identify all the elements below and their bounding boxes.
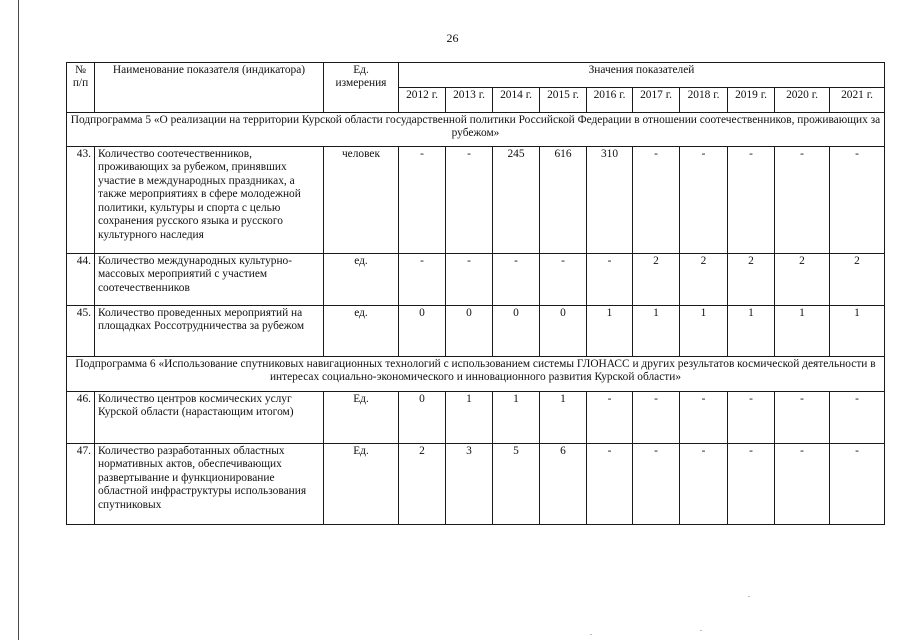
header-number: № п/п [67,63,95,113]
value-cell: - [633,392,680,444]
header-values: Значения показателей [399,63,885,88]
value-cell: 6 [540,444,587,525]
header-year: 2014 г. [493,88,540,113]
value-cell: - [830,392,885,444]
value-cell: 5 [493,444,540,525]
value-cell: 2 [633,254,680,306]
indicator-name: Количество международных культурно-массовых мероприятий с участием соотечественников [95,254,324,306]
value-cell: - [728,444,775,525]
row-number: 46. [67,392,95,444]
table-row [67,444,885,525]
header-year: 2013 г. [446,88,493,113]
indicator-name: Количество проведенных мероприятий на площадках Россотрудничества за рубежом [95,306,324,357]
page-number: 26 [446,31,459,45]
value-cell: - [446,147,493,254]
value-cell: 2 [728,254,775,306]
header-year: 2012 г. [399,88,446,113]
table-row [67,254,885,306]
table-row [67,306,885,357]
value-cell: 1 [633,306,680,357]
value-cell: 310 [587,147,633,254]
header-row [67,63,885,88]
value-cell: 0 [399,392,446,444]
value-cell: - [633,444,680,525]
subprogram-title: Подпрограмма 6 «Использование спутниковых навигационных технологий с использованием системы ГЛОНАСС и других результатов космической деятельности в интересах социально-экономического и инновационного развития Курской области» [67,357,885,392]
value-cell: - [830,147,885,254]
value-cell: - [587,444,633,525]
value-cell: 2 [775,254,830,306]
value-cell: 1 [493,392,540,444]
value-cell: - [680,392,728,444]
row-number: 44. [67,254,95,306]
row-number: 43. [67,147,95,254]
value-cell: 616 [540,147,587,254]
row-number: 45. [67,306,95,357]
value-cell: - [399,254,446,306]
unit-cell: ед. [324,254,399,306]
header-year: 2021 г. [830,88,885,113]
value-cell: 2 [399,444,446,525]
value-cell: 1 [728,306,775,357]
value-cell: - [830,444,885,525]
page-left-edge [18,0,19,640]
value-cell: - [728,147,775,254]
header-indicator-name: Наименование показателя (индикатора) [95,63,324,113]
header-year: 2019 г. [728,88,775,113]
header-year: 2016 г. [587,88,633,113]
table-row [67,147,885,254]
value-cell: - [587,254,633,306]
header-year: 2020 г. [775,88,830,113]
value-cell: 0 [493,306,540,357]
value-cell: 0 [399,306,446,357]
header-year: 2015 г. [540,88,587,113]
header-year: 2017 г. [633,88,680,113]
header-unit: Ед. измерения [324,63,399,113]
table-body [67,113,885,525]
value-cell: 1 [680,306,728,357]
unit-cell: человек [324,147,399,254]
table-row [67,392,885,444]
value-cell: 1 [587,306,633,357]
value-cell: 0 [540,306,587,357]
value-cell: - [446,254,493,306]
value-cell: 2 [680,254,728,306]
value-cell: 1 [830,306,885,357]
subprogram-row [67,357,885,392]
value-cell: - [493,254,540,306]
value-cell: - [399,147,446,254]
value-cell: - [775,444,830,525]
value-cell: - [587,392,633,444]
value-cell: - [775,147,830,254]
value-cell: - [680,147,728,254]
scan-speck [590,634,592,635]
indicator-name: Количество центров космических услуг Курской области (нарастающим итогом) [95,392,324,444]
unit-cell: Ед. [324,444,399,525]
indicator-name: Количество соотечественников, проживающих за рубежом, принявших участие в международных праздниках, а также мероприятиях в сфере молодежной политики, культуры и спорта с целью сохранения русского языка и русского культурного наследия [95,147,324,254]
scan-speck [700,630,702,631]
indicators-table [66,62,885,525]
unit-cell: ед. [324,306,399,357]
row-number: 47. [67,444,95,525]
scan-speck [748,596,750,597]
subprogram-row [67,113,885,147]
value-cell: - [775,392,830,444]
value-cell: - [540,254,587,306]
value-cell: - [680,444,728,525]
value-cell: - [633,147,680,254]
value-cell: 3 [446,444,493,525]
value-cell: - [728,392,775,444]
value-cell: 0 [446,306,493,357]
header-year: 2018 г. [680,88,728,113]
value-cell: 1 [775,306,830,357]
value-cell: 2 [830,254,885,306]
unit-cell: Ед. [324,392,399,444]
value-cell: 1 [540,392,587,444]
indicator-name: Количество разработанных областных нормативных актов, обеспечивающих развертывание и функционирование областной инфраструктуры использования спутниковых [95,444,324,525]
value-cell: 245 [493,147,540,254]
subprogram-title: Подпрограмма 5 «О реализации на территории Курской области государственной политики Российской Федерации в отношении соотечественников, проживающих за рубежом» [67,113,885,147]
table-header [67,63,885,113]
value-cell: 1 [446,392,493,444]
